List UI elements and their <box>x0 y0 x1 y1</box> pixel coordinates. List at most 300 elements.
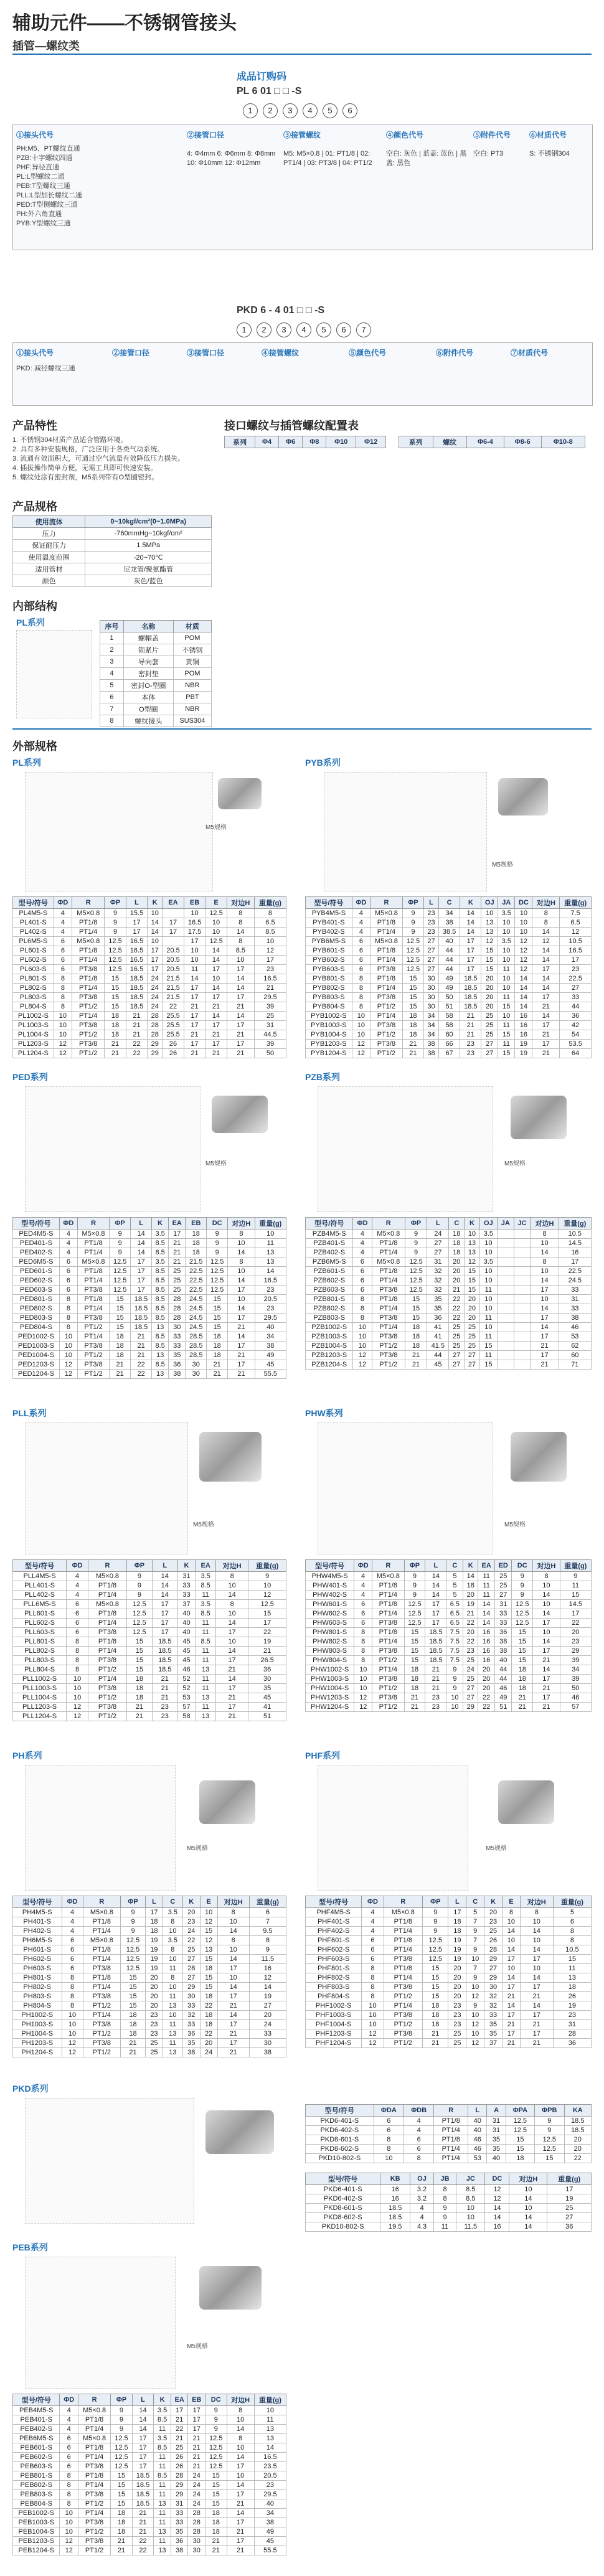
pl-cell: 21 <box>184 1002 205 1012</box>
pkd1-cell: PT1/4 <box>434 2126 468 2135</box>
structure-cell: 导向套 <box>123 656 173 668</box>
peb-cell: 8 <box>60 2481 78 2490</box>
phw-cell: 6 <box>354 1609 372 1619</box>
pyb-cell: 40 <box>438 937 460 946</box>
ped-cell: 18 <box>110 1342 131 1351</box>
pyb-cell: M5×0.8 <box>370 909 403 918</box>
pyb-cell: PYB801-S <box>306 974 352 984</box>
structure-cell: SUS304 <box>173 715 211 727</box>
pzb-cell: 6 <box>353 1267 372 1276</box>
pll-cell: 17 <box>152 1609 177 1619</box>
ped-cell: 28 <box>169 1304 186 1314</box>
peb-cell: 12.5 <box>111 2462 133 2471</box>
phw-cell: 21 <box>533 1656 560 1665</box>
peb-cell: PT1/4 <box>78 2453 110 2462</box>
phf-cell: 20 <box>448 1964 466 1973</box>
pll-cell: 10 <box>215 1637 248 1647</box>
pll-cell: 8 <box>215 1600 248 1609</box>
phf-cell: 12 <box>466 2020 484 2029</box>
pzb-cell: 14 <box>531 1276 559 1286</box>
phf-header-cell: E <box>502 1896 520 1908</box>
pll-cell: PT1/8 <box>88 1609 127 1619</box>
pll-cell: 6 <box>67 1600 88 1609</box>
pl-cell: 10 <box>54 1021 72 1030</box>
peb-cell: 21 <box>171 2434 188 2443</box>
pkd1-cell: PT1/8 <box>434 2117 468 2126</box>
pyb-cell: 34 <box>424 1021 439 1030</box>
divider <box>12 54 592 55</box>
phf-cell: 25 <box>484 1927 503 1936</box>
pl-cell: 17 <box>184 1040 205 1049</box>
phf-cell: 33 <box>484 2011 503 2020</box>
phf-row <box>306 1936 592 1945</box>
phf-cell: PHF801-S <box>306 1964 362 1973</box>
pzb-cell <box>514 1314 531 1323</box>
phw-cell: 38 <box>495 1647 512 1656</box>
peb-header-cell: K <box>154 2394 171 2406</box>
pyb-cell: 50 <box>438 993 460 1002</box>
pl-cell <box>163 937 184 946</box>
pzb-cell: 12.5 <box>405 1276 427 1286</box>
phf-cell: 9 <box>423 1908 448 1917</box>
pyb-cell: PT1/4 <box>370 1012 403 1021</box>
pl-cell: 12.5 <box>105 965 126 974</box>
peb-cell: 21 <box>132 2518 154 2527</box>
pyb-cell: 11 <box>498 965 515 974</box>
ph-cell: PH804-S <box>13 2001 62 2011</box>
pyb-header-cell: C <box>438 897 460 909</box>
phf-cell: 23 <box>448 2001 466 2011</box>
order-code-1: PL 6 01 □ □ -S <box>237 86 302 96</box>
pll-m5: M5规格 <box>193 1521 214 1528</box>
pkd1-cell: 15 <box>506 2145 534 2154</box>
ph-cell: 3.5 <box>163 1908 182 1917</box>
peb-cell: 9 <box>205 2425 227 2434</box>
pl-cell: PL1002-S <box>13 1012 54 1021</box>
phw-cell: 18.5 <box>425 1637 446 1647</box>
phw-cell: 12.5 <box>404 1619 425 1628</box>
ph-cell: 15 <box>121 2001 146 2011</box>
pl-row <box>13 956 286 965</box>
peb-cell: 21 <box>132 2527 154 2537</box>
peb-cell: PEB1002-S <box>13 2509 60 2518</box>
pzb-cell: PZB803-S <box>306 1314 353 1323</box>
ph-header-cell: C <box>163 1896 182 1908</box>
ph-cell: 12.5 <box>121 1945 146 1955</box>
ped-cell: PT1/8 <box>77 1295 109 1304</box>
ph-row <box>13 2029 286 2039</box>
ph-row <box>13 1927 286 1936</box>
pzb-cell: PZB602-S <box>306 1276 353 1286</box>
ped-cell: 6 <box>59 1276 77 1286</box>
ph-cell: M5×0.8 <box>83 1936 120 1945</box>
phw-cell: 9 <box>404 1581 425 1591</box>
phw-cell: 7.5 <box>446 1637 463 1647</box>
ph-row <box>13 1992 286 2001</box>
phf-cell: PT1/4 <box>384 1973 422 1983</box>
peb-cell: 12.5 <box>205 2462 227 2471</box>
ped-header-row <box>13 1218 286 1229</box>
phw-cell: PT1/8 <box>372 1581 404 1591</box>
pl-cell: 10 <box>254 937 286 946</box>
ph-cell: 10 <box>217 1973 249 1983</box>
pyb-cell: 20 <box>481 974 498 984</box>
phf-cell: 29 <box>484 1955 503 1964</box>
ph-table <box>12 1896 286 2057</box>
pyb-cell: 15 <box>402 1002 423 1012</box>
pll-cell: 46 <box>177 1665 196 1675</box>
pyb-cell: 25 <box>481 1021 498 1030</box>
pyb-cell: PYB802-S <box>306 984 352 993</box>
phf-cell: 18 <box>423 2011 448 2020</box>
pzb-cell: 27 <box>465 1360 480 1370</box>
pll-cell: 4 <box>67 1572 88 1581</box>
ped-cell: PT1/2 <box>77 1323 109 1332</box>
ped-cell: PED804-S <box>13 1323 60 1332</box>
pzb-cell: 27 <box>427 1239 449 1248</box>
peb-cell: PT1/8 <box>78 2443 110 2453</box>
pll-cell: 51 <box>248 1712 286 1721</box>
phw-cell: 21 <box>533 1684 560 1693</box>
pll-cell: PT1/8 <box>88 1637 127 1647</box>
ped-cell: 10 <box>59 1342 77 1351</box>
ph-cell: 33 <box>182 2020 200 2029</box>
pzb-header-cell: JC <box>514 1218 531 1229</box>
feature-item: 4. 插拔操作简单方便，无需工具即可快速安装。 <box>12 464 158 472</box>
pl-cell: PT3/8 <box>72 993 105 1002</box>
ped-cell: M5×0.8 <box>77 1229 109 1239</box>
phw-cell: 38 <box>495 1637 512 1647</box>
pzb-cell: 12 <box>465 1257 480 1267</box>
structure-cell: 本体 <box>123 692 173 703</box>
phw-cell: 20 <box>478 1684 495 1693</box>
pzb-row <box>306 1229 592 1239</box>
pyb-cell: 8 <box>352 993 370 1002</box>
phw-cell: PT1/2 <box>372 1684 404 1693</box>
pl-header-cell: EA <box>163 897 184 909</box>
ph-cell: PH401-S <box>13 1917 62 1927</box>
ped-cell: PED801-S <box>13 1295 60 1304</box>
phf-row <box>306 1992 592 2001</box>
pkd-drawing <box>25 2098 194 2224</box>
phw-cell: 15 <box>512 1656 533 1665</box>
code-number: 1 <box>237 322 252 337</box>
peb-cell: 23.5 <box>254 2462 286 2471</box>
phw-header-cell: ΦD <box>354 1560 372 1572</box>
peb-header-cell: ΦD <box>60 2394 78 2406</box>
color-options: 空白: 灰色 | 蓝盖: 蓝色 | 黑盖: 黑色 <box>386 150 467 167</box>
ped-cell: 18.5 <box>131 1295 152 1304</box>
ped-cell: 23 <box>255 1286 286 1295</box>
phw-cell: 50 <box>560 1684 591 1693</box>
ph-cell: 14 <box>217 1927 249 1936</box>
pzb-cell: 20 <box>449 1257 465 1267</box>
pl-cell: PT1/2 <box>72 1030 105 1040</box>
ped-cell: 9 <box>110 1248 131 1257</box>
pkd1-cell: 46 <box>468 2135 487 2145</box>
phf-table <box>305 1896 592 2048</box>
pll-row <box>13 1684 286 1693</box>
ph-cell: 24 <box>200 2048 217 2057</box>
pll-cell: 21 <box>215 1665 248 1675</box>
code-number: 2 <box>263 103 278 118</box>
pyb-cell: 21 <box>532 1049 560 1058</box>
pzb-cell: 3.5 <box>479 1257 497 1267</box>
pkd1-cell: 8 <box>374 2145 403 2154</box>
structure-cell: 1 <box>100 632 124 644</box>
pkd1-header-cell: ΦDA <box>374 2105 403 2117</box>
phw-cell: 12.5 <box>512 1609 533 1619</box>
pll-cell: PLL804-S <box>13 1665 67 1675</box>
ph-cell: PT3/8 <box>83 1964 120 1973</box>
pyb-header-cell: 重量(g) <box>560 897 592 909</box>
pkd2-cell: 19 <box>547 2194 592 2204</box>
ped-cell: 12 <box>59 1370 77 1379</box>
peb-cell: 22 <box>132 2537 154 2546</box>
spec-cell: 适用管材 <box>13 563 85 575</box>
pll-table <box>12 1559 286 1721</box>
pl-cell: 21 <box>227 1002 254 1012</box>
pll-cell: PLL6M5-S <box>13 1600 67 1609</box>
pzb-cell: 32 <box>427 1276 449 1286</box>
phf-header-cell: 型号/符号 <box>306 1896 362 1908</box>
pzb-series: PZB系列 <box>305 1072 340 1082</box>
pkd2-header-cell: 对边H <box>509 2173 547 2185</box>
pzb-cell: 9 <box>405 1248 427 1257</box>
peb-cell: 18 <box>205 2527 227 2537</box>
phf-cell: 21 <box>520 2039 553 2048</box>
ph-header-cell: ΦP <box>121 1896 146 1908</box>
pzb-cell: 14 <box>531 1323 559 1332</box>
ph-cell: 24 <box>249 2020 286 2029</box>
pkd1-cell: 6 <box>404 2145 434 2154</box>
pll-header-cell: L <box>152 1560 177 1572</box>
peb-cell: 10 <box>254 2406 286 2415</box>
pzb-cell: PT3/8 <box>372 1286 405 1295</box>
phw-cell: 44 <box>495 1675 512 1684</box>
order-col-label: ⑤颜色代号 <box>349 349 387 357</box>
pzb-cell: 20 <box>449 1267 465 1276</box>
pkd2-header-cell: 型号/符号 <box>306 2173 380 2185</box>
structure-cell: 不锈钢 <box>173 644 211 656</box>
pl-cell: 17 <box>163 918 184 928</box>
pyb-cell: PYB401-S <box>306 918 352 928</box>
ph-cell: 27 <box>182 1955 200 1964</box>
pyb-cell: 12.5 <box>402 937 423 946</box>
peb-cell: 14 <box>227 2481 254 2490</box>
pzb-header-row <box>306 1218 592 1229</box>
pl-cell: 9 <box>105 909 126 918</box>
pkd1-cell: 6 <box>374 2126 403 2135</box>
pkd2-cell: 14 <box>509 2194 547 2204</box>
structure-cell: 4 <box>100 668 124 680</box>
ph-cell: 4 <box>62 1917 83 1927</box>
phw-cell: 17 <box>533 1675 560 1684</box>
joint-type-item: PEB:T型螺纹三通 <box>16 182 70 190</box>
ph-header-cell: E <box>200 1896 217 1908</box>
peb-cell: 10 <box>60 2518 78 2527</box>
phw-cell: PT1/4 <box>372 1665 404 1675</box>
pl-cell: 16.5 <box>126 965 147 974</box>
phw-cell: 20 <box>478 1675 495 1684</box>
pll-cell: 11 <box>196 1628 216 1637</box>
pl-cell: PT1/2 <box>72 1002 105 1012</box>
pzb-cell: 41.5 <box>427 1342 449 1351</box>
phf-cell: 9 <box>466 2001 484 2011</box>
pyb-cell: 17 <box>460 937 481 946</box>
pzb-cell: 11 <box>479 1286 497 1295</box>
phw-cell: 16 <box>478 1637 495 1647</box>
pzb-cell: 4 <box>353 1248 372 1257</box>
peb-cell: 21 <box>205 2537 227 2546</box>
ped-cell: 34 <box>255 1332 286 1342</box>
peb-cell: 3.5 <box>154 2434 171 2443</box>
ped-cell: 6 <box>59 1257 77 1267</box>
pzb-cell: 22.5 <box>559 1267 591 1276</box>
ph-cell: 18 <box>200 1992 217 2001</box>
phf-cell: PHF602-S <box>306 1945 362 1955</box>
spec-header-cell: 0~10kgf/cm²(0~1.0MPa) <box>85 516 212 528</box>
ped-cell: 21 <box>169 1257 186 1267</box>
peb-cell: 25 <box>171 2443 188 2453</box>
pl-drawing <box>25 772 213 891</box>
phw-cell: 7.5 <box>446 1628 463 1637</box>
pyb-cell: 15 <box>481 965 498 974</box>
pkd2-header-row <box>306 2173 592 2185</box>
ph-cell: 25 <box>145 2039 163 2048</box>
ped-cell: 10 <box>228 1239 255 1248</box>
phf-row <box>306 2039 592 2048</box>
pzb-cell: 15 <box>405 1295 427 1304</box>
ph-cell: 14 <box>217 1983 249 1992</box>
ped-cell: 15 <box>110 1323 131 1332</box>
pll-cell: 10 <box>67 1684 88 1693</box>
pll-cell: 45 <box>177 1656 196 1665</box>
phf-cell: 17 <box>520 2029 553 2039</box>
phw-cell: PHW802-S <box>306 1637 354 1647</box>
ped-cell: 12.5 <box>207 1286 228 1295</box>
pkd2-header-cell: KB <box>380 2173 410 2185</box>
pll-cell: 37 <box>177 1600 196 1609</box>
ped-cell: 13 <box>255 1257 286 1267</box>
peb-cell: 15 <box>205 2471 227 2481</box>
phf-cell: PHF803-S <box>306 1983 362 1992</box>
pkd2-header-cell: 重量(g) <box>547 2173 592 2185</box>
pyb-cell: PT1/2 <box>370 1030 403 1040</box>
ph-cell: 22 <box>200 2001 217 2011</box>
peb-row <box>13 2471 286 2481</box>
suitable-header-cell: 系列 <box>225 436 255 448</box>
ph-cell: PT1/4 <box>83 1955 120 1964</box>
ph-cell: 8 <box>62 1992 83 2001</box>
pll-cell: 14 <box>215 1591 248 1600</box>
pl-cell: PL1204-S <box>13 1049 54 1058</box>
pll-cell: PT1/2 <box>88 1712 127 1721</box>
pkd1-cell: 20 <box>564 2135 591 2145</box>
pzb-cell: 9 <box>405 1229 427 1239</box>
order-col-label: ⑥材质代号 <box>529 131 567 139</box>
ph-cell: 19 <box>145 1955 163 1964</box>
peb-cell: 6 <box>60 2443 78 2453</box>
pzb-row <box>306 1314 592 1323</box>
phf-cell: PT1/2 <box>384 2039 422 2048</box>
code-number: 4 <box>296 322 311 337</box>
pll-cell: 12.5 <box>126 1600 152 1609</box>
phw-header-cell: C <box>446 1560 463 1572</box>
pll-cell: 12 <box>67 1712 88 1721</box>
pl-row <box>13 1012 286 1021</box>
phf-cell: 17 <box>520 1983 553 1992</box>
pll-cell: 3.5 <box>196 1572 216 1581</box>
pl-cell: 17 <box>184 993 205 1002</box>
order-code-2: PKD 6 - 4 01 □ □ -S <box>237 305 325 316</box>
pll-cell: 30 <box>248 1675 286 1684</box>
peb-cell: 22 <box>132 2546 154 2555</box>
ped-cell: 8.5 <box>152 1304 169 1314</box>
ph-series: PH系列 <box>12 1751 42 1760</box>
pyb-cell: 15 <box>498 1049 515 1058</box>
peb-cell: 30 <box>188 2537 205 2546</box>
phw-cell: 46 <box>495 1684 512 1693</box>
ph-cell: 20 <box>145 1973 163 1983</box>
pkd2-cell: 11 <box>434 2222 456 2232</box>
pl-cell: 16.5 <box>126 937 147 946</box>
peb-cell: 21 <box>171 2415 188 2425</box>
phw-cell: 12.5 <box>512 1619 533 1628</box>
pkd2-cell: 25 <box>547 2204 592 2213</box>
pkd2-cell: 4.3 <box>410 2222 433 2232</box>
pyb-row <box>306 965 592 974</box>
peb-header-cell: 对边H <box>227 2394 254 2406</box>
pl-cell: 12.5 <box>105 956 126 965</box>
pl-cell: 21 <box>205 1002 227 1012</box>
phf-cell: 7 <box>466 1964 484 1973</box>
pyb-cell: 11 <box>498 1040 515 1049</box>
pll-cell: 14 <box>215 1675 248 1684</box>
ped-cell: PT3/8 <box>77 1360 109 1370</box>
pl-cell: 17 <box>254 956 286 965</box>
pll-cell: 23 <box>152 1712 177 1721</box>
pl-cell: 26 <box>163 1040 184 1049</box>
pkd1-cell: 8 <box>374 2135 403 2145</box>
ped-header-cell: K <box>152 1218 169 1229</box>
ped-cell: 24.5 <box>186 1314 207 1323</box>
ped-cell: 18.5 <box>131 1323 152 1332</box>
ph-cell: 17 <box>217 1992 249 2001</box>
ped-cell: 8 <box>59 1323 77 1332</box>
phw-cell: 17 <box>533 1619 560 1628</box>
ped-cell: 21 <box>110 1370 131 1379</box>
pyb-cell: 6 <box>352 956 370 965</box>
phw-cell: 15 <box>560 1591 591 1600</box>
phf-cell: 8 <box>553 1936 591 1945</box>
pl-cell: 10 <box>227 956 254 965</box>
pyb-cell: 8 <box>352 1002 370 1012</box>
peb-cell: PEB602-S <box>13 2453 60 2462</box>
ph-cell: 15 <box>200 1927 217 1936</box>
pl-header-cell: 型号/符号 <box>13 897 54 909</box>
structure-row <box>100 644 212 656</box>
ph-cell: 20 <box>249 2011 286 2020</box>
pyb-cell: 18.5 <box>460 984 481 993</box>
pzb-cell: 22 <box>449 1295 465 1304</box>
ped-cell: 28.5 <box>186 1342 207 1351</box>
phw-cell: 9 <box>512 1591 533 1600</box>
peb-cell: PEB4M5-S <box>13 2406 60 2415</box>
phw-cell: 20 <box>478 1665 495 1675</box>
phw-cell: 19 <box>463 1600 478 1609</box>
phw-photo <box>511 1432 567 1482</box>
